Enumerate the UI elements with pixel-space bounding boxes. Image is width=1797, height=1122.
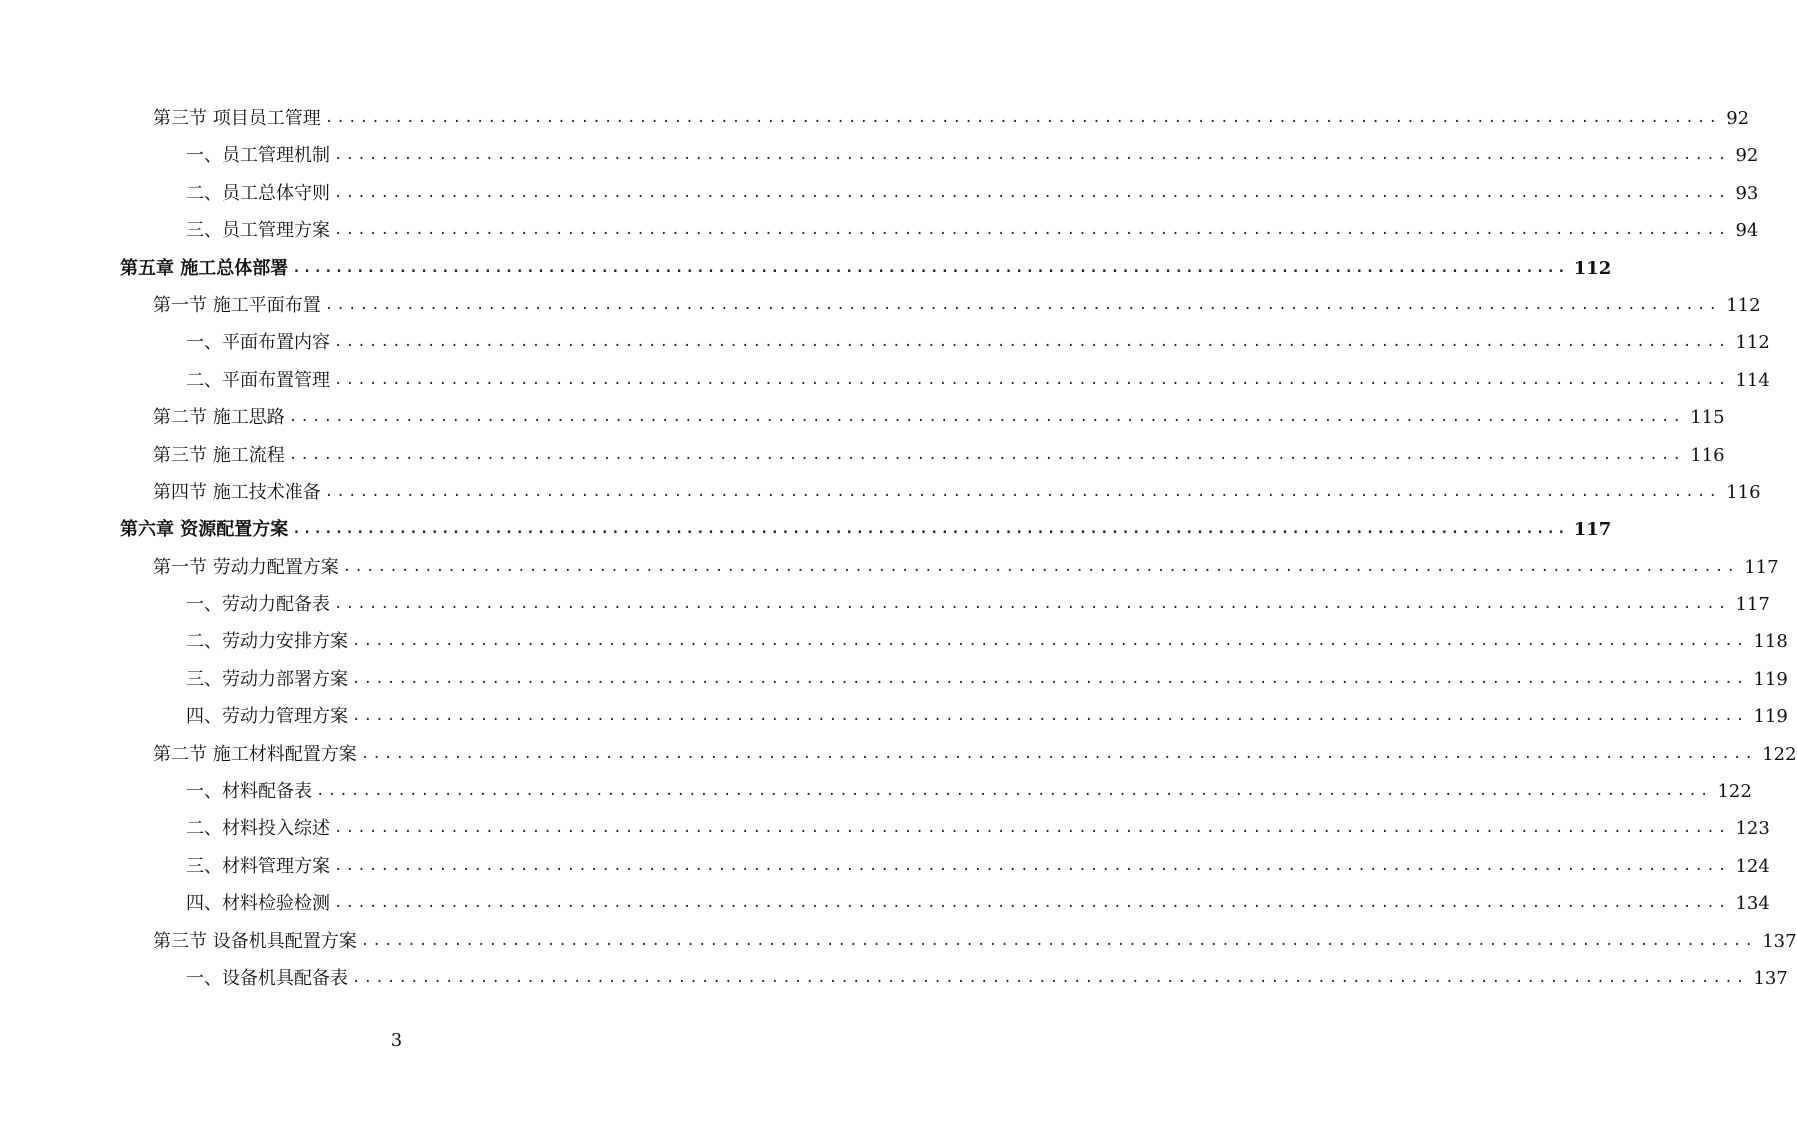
- dot-leader: ........................................................................................................................: [334, 222, 1730, 239]
- dot-leader: ........................................................................................................................: [360, 932, 1757, 949]
- toc-entry-item[interactable]: [0, 960, 1788, 997]
- dot-leader: ........................................................................................................................: [342, 558, 1739, 575]
- dot-leader: ........................................................................................................................: [334, 147, 1730, 164]
- toc-entry-page-number: 112: [1735, 332, 1770, 354]
- toc-entry-page-number: 137: [1753, 967, 1788, 989]
- toc-entry-page-number: 134: [1735, 893, 1770, 915]
- toc-entry-label: 三、员工管理方案: [186, 220, 330, 242]
- toc-entry-page-number: 119: [1753, 668, 1788, 690]
- toc-entry-page-number: 117: [1744, 556, 1779, 578]
- toc-entry-item[interactable]: [0, 362, 1770, 399]
- toc-entry-label: 第五章 施工总体部署: [120, 257, 289, 279]
- toc-entry-section[interactable]: [0, 736, 1797, 773]
- toc-entry-page-number: 116: [1726, 481, 1761, 503]
- toc-entry-section[interactable]: [0, 437, 1725, 474]
- toc-entry-item[interactable]: [0, 212, 1759, 249]
- dot-leader: ........................................................................................................................: [334, 596, 1730, 613]
- dot-leader: ........................................................................................................................: [334, 184, 1730, 201]
- toc-entry-chapter[interactable]: [0, 511, 1612, 548]
- toc-entry-item[interactable]: [0, 848, 1770, 885]
- toc-entry-page-number: 137: [1762, 930, 1797, 952]
- toc-entry-page-number: 93: [1735, 182, 1759, 204]
- toc-entry-item[interactable]: [0, 885, 1770, 922]
- page-number: 3: [390, 1030, 403, 1051]
- toc-entry-page-number: 92: [1726, 108, 1750, 129]
- toc-entry-page-number: 117: [1735, 594, 1770, 616]
- toc-entry-page-number: 115: [1690, 407, 1725, 429]
- toc-entry-label: 第六章 资源配置方案: [120, 519, 289, 541]
- toc-entry-page-number: 122: [1762, 743, 1797, 765]
- toc-entry-section[interactable]: [0, 287, 1761, 324]
- toc-entry-label: 第三节 设备机具配置方案: [153, 930, 357, 952]
- dot-leader: ........................................................................................................................: [324, 110, 1721, 126]
- dot-leader: ........................................................................................................................: [288, 409, 1685, 426]
- dot-leader: ........................................................................................................................: [352, 670, 1748, 687]
- toc-entry-label: 第三节 项目员工管理: [153, 108, 321, 129]
- toc-entry-page-number: 124: [1735, 855, 1770, 877]
- toc-entry-label: 一、平面布置内容: [186, 332, 330, 354]
- toc-entry-item[interactable]: [0, 623, 1788, 660]
- toc-entry-label: 第四节 施工技术准备: [153, 481, 321, 503]
- toc-entry-label: 一、材料配备表: [186, 781, 312, 803]
- toc-entry-section[interactable]: [0, 923, 1797, 960]
- toc-entry-item[interactable]: [0, 661, 1788, 698]
- toc-entry-label: 第三节 施工流程: [153, 444, 285, 466]
- dot-leader: ........................................................................................................................: [352, 633, 1748, 650]
- toc-entry-page-number: 92: [1735, 145, 1759, 167]
- toc-entry-page-number: 117: [1573, 519, 1612, 541]
- toc-entry-page-number: 118: [1753, 631, 1788, 653]
- toc-entry-label: 二、材料投入综述: [186, 818, 330, 840]
- toc-entry-item[interactable]: [0, 773, 1752, 810]
- toc-entry-chapter[interactable]: [0, 250, 1612, 287]
- toc-entry-page-number: 112: [1573, 257, 1612, 279]
- toc-entry-item[interactable]: [0, 175, 1759, 212]
- toc-entry-label: 第二节 施工思路: [153, 407, 285, 429]
- toc-entry-label: 第一节 施工平面布置: [153, 294, 321, 316]
- toc-entry-page-number: 114: [1735, 369, 1770, 391]
- dot-leader: ........................................................................................................................: [352, 708, 1748, 725]
- dot-leader: ........................................................................................................................: [324, 483, 1721, 500]
- dot-leader: ........................................................................................................................: [334, 820, 1730, 837]
- toc-entry-label: 三、劳动力部署方案: [186, 668, 348, 690]
- dot-leader: ........................................................................................................................: [292, 521, 1568, 538]
- dot-leader: ........................................................................................................................: [316, 783, 1712, 800]
- toc-entry-page-number: 94: [1735, 220, 1759, 242]
- toc-entry-item[interactable]: [0, 810, 1770, 847]
- toc-entry-label: 三、材料管理方案: [186, 855, 330, 877]
- toc-entry-page-number: 112: [1726, 294, 1761, 316]
- table-of-contents: [0, 100, 1797, 997]
- dot-leader: ........................................................................................................................: [324, 296, 1721, 313]
- toc-entry-label: 一、设备机具配备表: [186, 967, 348, 989]
- toc-entry-section[interactable]: [0, 549, 1779, 586]
- toc-entry-label: 四、材料检验检测: [186, 893, 330, 915]
- toc-entry-page-number: 122: [1717, 781, 1752, 803]
- dot-leader: ........................................................................................................................: [288, 446, 1685, 463]
- toc-entry-page-number: 119: [1753, 706, 1788, 728]
- toc-entry-label: 四、劳动力管理方案: [186, 706, 348, 728]
- dot-leader: ........................................................................................................................: [334, 334, 1730, 351]
- toc-entry-label: 一、员工管理机制: [186, 145, 330, 167]
- toc-entry-label: 二、劳动力安排方案: [186, 631, 348, 653]
- toc-entry-section[interactable]: [0, 474, 1761, 511]
- dot-leader: ........................................................................................................................: [352, 969, 1748, 986]
- dot-leader: ........................................................................................................................: [334, 371, 1730, 388]
- toc-entry-label: 一、劳动力配备表: [186, 594, 330, 616]
- toc-entry-item[interactable]: [0, 137, 1759, 174]
- dot-leader: ........................................................................................................................: [360, 745, 1757, 762]
- dot-leader: ........................................................................................................................: [334, 857, 1730, 874]
- toc-entry-item[interactable]: [0, 324, 1770, 361]
- toc-entry-section[interactable]: [0, 100, 1750, 137]
- toc-entry-section[interactable]: [0, 399, 1725, 436]
- toc-entry-label: 二、员工总体守则: [186, 182, 330, 204]
- toc-entry-page-number: 123: [1735, 818, 1770, 840]
- dot-leader: ........................................................................................................................: [334, 895, 1730, 912]
- toc-entry-label: 二、平面布置管理: [186, 369, 330, 391]
- toc-entry-label: 第二节 施工材料配置方案: [153, 743, 357, 765]
- toc-entry-page-number: 116: [1690, 444, 1725, 466]
- toc-entry-item[interactable]: [0, 698, 1788, 735]
- toc-entry-item[interactable]: [0, 586, 1770, 623]
- dot-leader: ........................................................................................................................: [292, 259, 1568, 276]
- toc-entry-label: 第一节 劳动力配置方案: [153, 556, 339, 578]
